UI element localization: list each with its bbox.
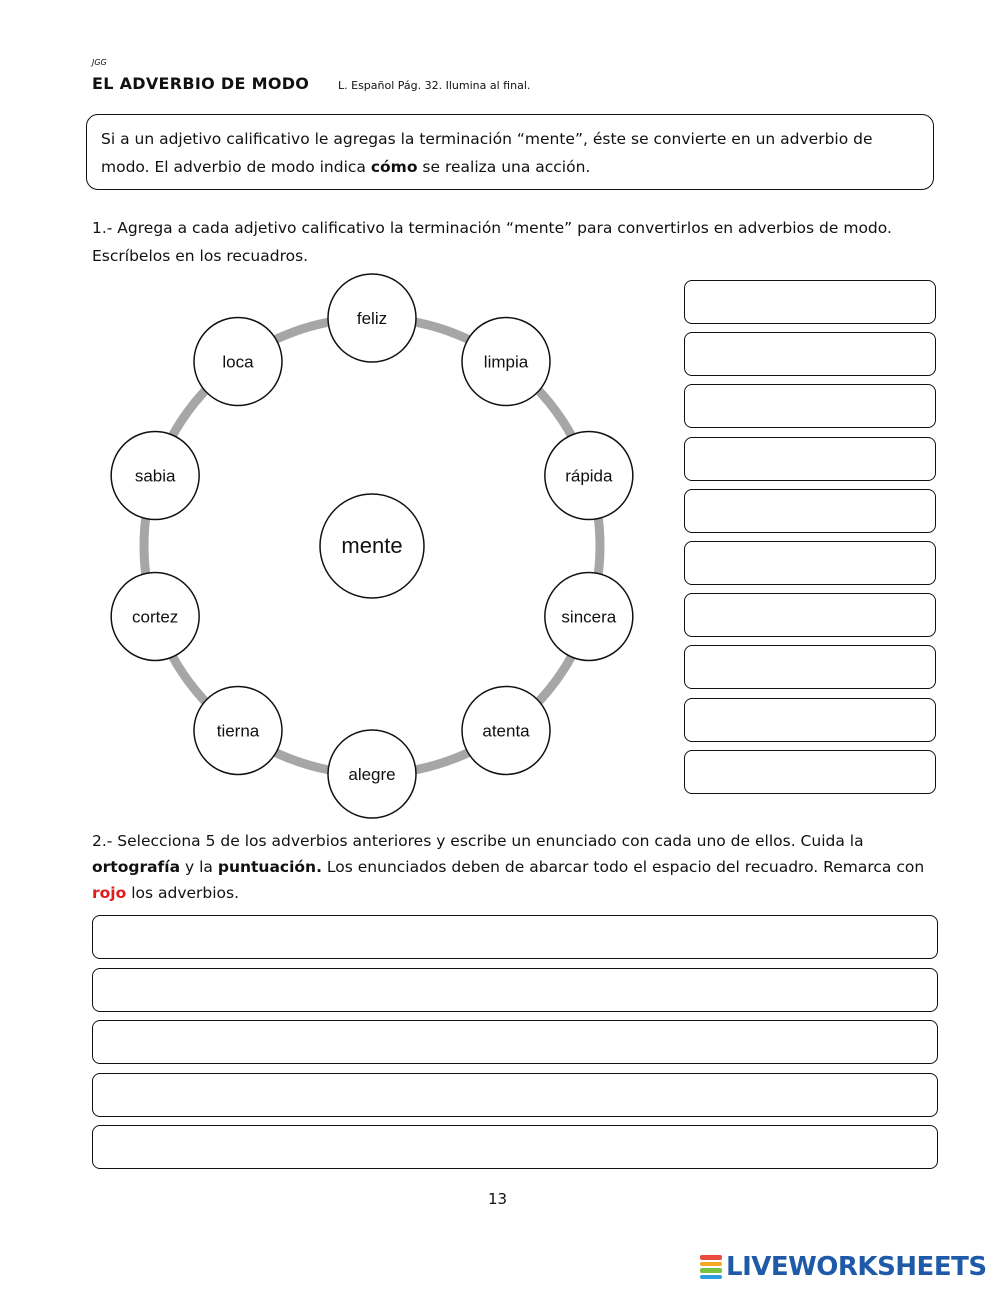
q2-text-3: Los enunciados deben de abarcar todo el espacio del recuadro. Remarca con xyxy=(321,858,925,876)
author-initials: JGG xyxy=(92,58,107,67)
q2-text: 2.- Selecciona 5 de los adverbios anteriores y escribe un enunciado con cada uno de ellos. Cuida la xyxy=(92,832,864,850)
definition-bold-word: cómo xyxy=(370,158,418,176)
adjective-node xyxy=(462,318,550,406)
adjective-label: feliz xyxy=(356,309,388,328)
adjective-label: cortez xyxy=(132,607,179,627)
answer-box[interactable] xyxy=(684,437,936,481)
worksheet-subtitle: L. Español Pág. 32. Ilumina al final. xyxy=(338,79,531,92)
answer-box[interactable] xyxy=(684,750,936,794)
adjective-node xyxy=(328,730,416,818)
answer-box[interactable] xyxy=(684,280,936,324)
answer-box[interactable] xyxy=(684,541,936,585)
adjective-label: atenta xyxy=(482,721,530,741)
worksheet-title: EL ADVERBIO DE MODO xyxy=(92,74,310,93)
adjective-label: alegre xyxy=(348,765,396,784)
adjective-label: sincera xyxy=(561,607,617,627)
adjective-node xyxy=(194,686,282,774)
sentence-box[interactable] xyxy=(92,1125,938,1169)
answer-box[interactable] xyxy=(684,593,936,637)
answer-box[interactable] xyxy=(684,489,936,533)
q2-bold-ortografia: ortografía xyxy=(92,858,181,876)
definition-box xyxy=(86,114,934,190)
q2-bold-puntuacion: puntuación. xyxy=(217,858,322,876)
adjective-label: loca xyxy=(222,352,254,372)
sentence-box[interactable] xyxy=(92,1073,938,1117)
answer-box[interactable] xyxy=(684,332,936,376)
liveworksheets-logo xyxy=(700,1252,987,1282)
sentence-box[interactable] xyxy=(92,1020,938,1064)
center-node xyxy=(320,494,424,598)
adjective-node xyxy=(194,318,282,406)
adjective-node xyxy=(328,274,416,362)
q2-text-4: los adverbios. xyxy=(126,884,240,902)
adjective-label: tierna xyxy=(216,721,260,741)
adjective-label: rápida xyxy=(565,466,613,486)
answer-box[interactable] xyxy=(684,384,936,428)
adjective-node xyxy=(545,572,633,660)
logo-text: LIVEWORKSHEETS xyxy=(726,1252,987,1282)
logo-mark-icon xyxy=(700,1254,722,1280)
answer-box[interactable] xyxy=(684,645,936,689)
sentence-box[interactable] xyxy=(92,915,938,959)
answer-box[interactable] xyxy=(684,698,936,742)
adjective-node xyxy=(545,432,633,520)
question-2-instructions xyxy=(92,828,932,906)
definition-text-end: se realiza una acción. xyxy=(417,158,591,176)
question-1-instructions: 1.- Agrega a cada adjetivo calificativo la terminación “mente” para convertirlos en adverbios de modo. Escríbelos en los recuadros. xyxy=(92,219,892,265)
adjective-label: sabia xyxy=(134,466,176,486)
sentence-box[interactable] xyxy=(92,968,938,1012)
adjective-wheel-diagram xyxy=(100,268,660,828)
adjective-node xyxy=(111,572,199,660)
adjective-label: limpia xyxy=(483,352,529,372)
q2-red-word: rojo xyxy=(92,884,127,902)
q2-text-2: y la xyxy=(180,858,218,876)
definition-text: Si a un adjetivo calificativo le agregas la terminación “mente”, éste se convierte en un adverbio de modo. El adverbio de modo indica xyxy=(101,130,873,176)
adjective-node xyxy=(111,432,199,520)
page-number: 13 xyxy=(488,1190,508,1208)
center-label: mente xyxy=(341,533,403,558)
adjective-node xyxy=(462,686,550,774)
